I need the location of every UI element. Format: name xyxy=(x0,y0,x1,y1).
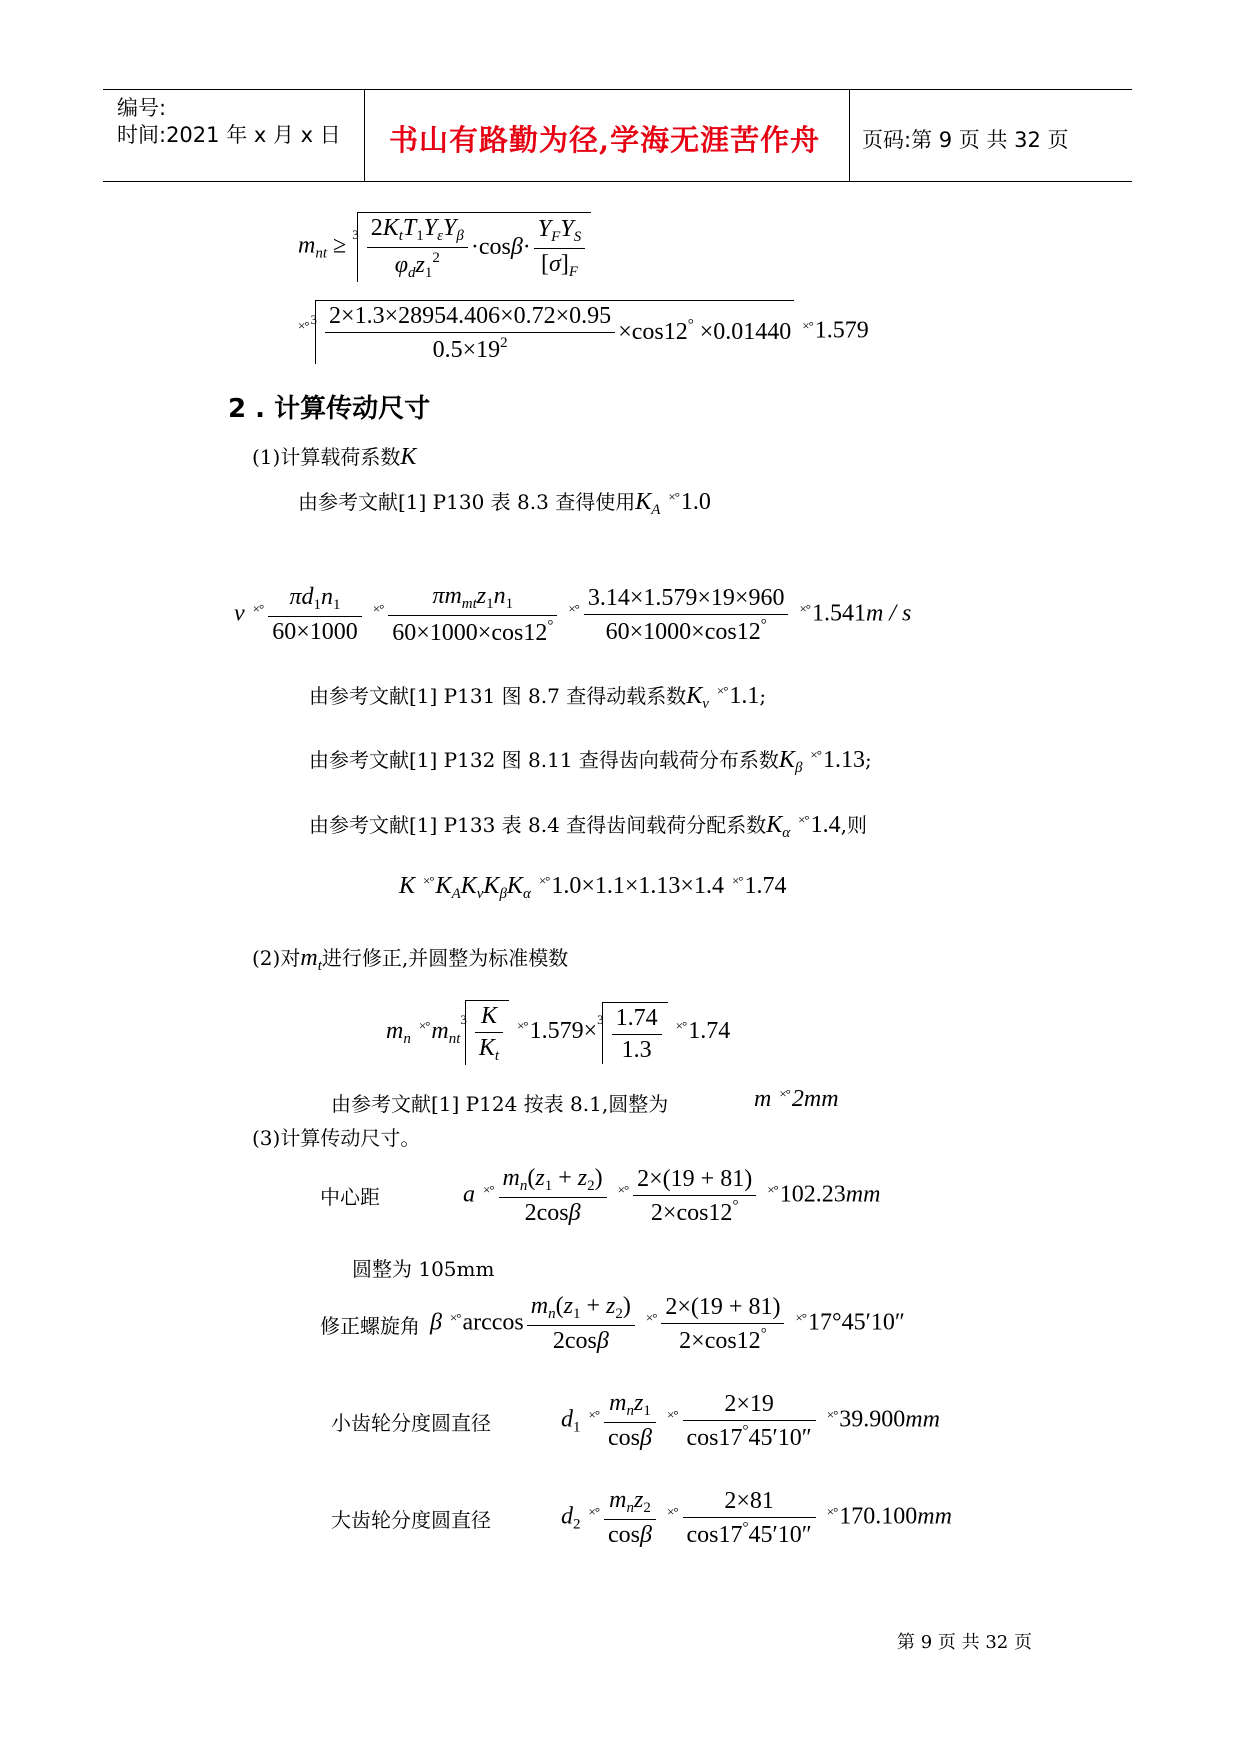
ka-line: 由参考文献[1] P130 表 8.3 查得使用$K_A$ ×°1.0 xyxy=(298,489,711,518)
formula-mn: $m_n$ $^{\times^\circ}m_{nt}^3$ $\frac{K}{K_t}$ ×°1.579×$^3$ $\frac{1.74}{1.3}$ ×°1.74 xyxy=(386,1000,730,1065)
formula-k-product: K $^{\times^\circ}K_AK_vK_\beta K_\alpha$ ×°1.0×1.1×1.13×1.4 ×°1.74 xyxy=(399,873,787,902)
rounded-module-value: m ×°2mm xyxy=(754,1086,839,1112)
section-heading: 2 . 计算传动尺寸 xyxy=(228,394,431,424)
t1-value: 28954.406 xyxy=(398,303,501,329)
formula-helix-angle: β ×°arccos $\frac{m_n(z_1 + z_2)}{2\cos\beta}$ ×° $\frac{2\times(19 + 81)}{2\times\cos 12^\circ}$ ×°17°45′10″ xyxy=(430,1293,905,1354)
rounded-center-distance: 圆整为 105mm xyxy=(352,1257,495,1281)
date-label: 时间:2021 年 x 月 x 日 xyxy=(117,123,341,147)
footer-page-number: 第 9 页 共 32 页 xyxy=(897,1632,1032,1653)
kv-line: 由参考文献[1] P131 图 8.7 查得动载系数$K_v$ ×°1.1; xyxy=(309,683,767,712)
formula-d1: $d_1$ ×° $\frac{m_nz_1}{\cos\beta}$ ×° $\frac{2\times 19}{\cos 17^\circ 45'10''}$ ×°39.900mm xyxy=(561,1390,940,1451)
gear-diameter-label: 大齿轮分度圆直径 xyxy=(331,1508,491,1532)
subsection-2-title: (2)对$m_t$进行修正,并圆整为标准模数 xyxy=(252,945,569,974)
subsection-3-title: (3)计算传动尺寸。 xyxy=(252,1126,421,1150)
formula-mnt-general: $m_{nt} \ge ^3$ $\frac{2K_tT_1Y_\varepsilon Y_\beta}{\varphi_dz_1^2}$ ·cosβ· $\frac{Y_FY_S}{[\sigma]_F}$ xyxy=(298,212,591,282)
formula-velocity: v ×° $\frac{\pi d_1n_1}{60\times 1000}$ ×° $\frac{\pi m_{mt}z_1n_1}{60\times 1000\times\cos 12^\circ}$ ×° $\frac{3.14\times 1.579\times 19\times 960}{60\times 1000\times\cos 12^\circ}$ ×°1.541m / s xyxy=(234,583,912,646)
kalpha-line: 由参考文献[1] P133 表 8.4 查得齿间载荷分配系数$K_\alpha$ ×°1.4,则 xyxy=(309,812,867,841)
formula-mnt-numeric: ×° $^3$ $\frac{2\times 1.3\times 28954.406\times 0.72\times 0.95}{0.5\times 19^2}$ ×cos12° ×0.01440 ×°1.579 xyxy=(296,300,869,364)
header-top-rule xyxy=(103,89,1132,90)
page-number-label: 页码:第 9 页 共 32 页 xyxy=(862,128,1069,152)
serial-number-label: 编号: xyxy=(117,96,167,120)
header-bottom-rule xyxy=(103,181,1132,182)
formula-d2: $d_2$ ×° $\frac{m_nz_2}{\cos\beta}$ ×° $\frac{2\times 81}{\cos 17^\circ 45'10''}$ ×°170.100mm xyxy=(561,1487,952,1548)
helix-angle-label: 修正螺旋角 xyxy=(320,1314,420,1338)
motto-text: 书山有路勤为径,学海无涯苦作舟 xyxy=(389,123,821,157)
header-divider-right xyxy=(849,89,850,182)
pinion-diameter-label: 小齿轮分度圆直径 xyxy=(331,1411,491,1435)
round-module-line: 由参考文献[1] P124 按表 8.1,圆整为 xyxy=(331,1092,669,1116)
formula-center-distance: a ×° $\frac{m_n(z_1 + z_2)}{2\cos\beta}$ ×° $\frac{2\times(19 + 81)}{2\times\cos 12^\circ}$ ×°102.23mm xyxy=(463,1165,881,1226)
header-divider-left xyxy=(364,89,365,182)
center-distance-label: 中心距 xyxy=(320,1185,380,1209)
mnt-result: 1.579 xyxy=(814,317,869,344)
kbeta-line: 由参考文献[1] P132 图 8.11 查得齿向载荷分布系数$K_\beta$ ×°1.13; xyxy=(309,747,872,776)
subsection-1-title: (1)计算载荷系数K xyxy=(252,444,417,470)
